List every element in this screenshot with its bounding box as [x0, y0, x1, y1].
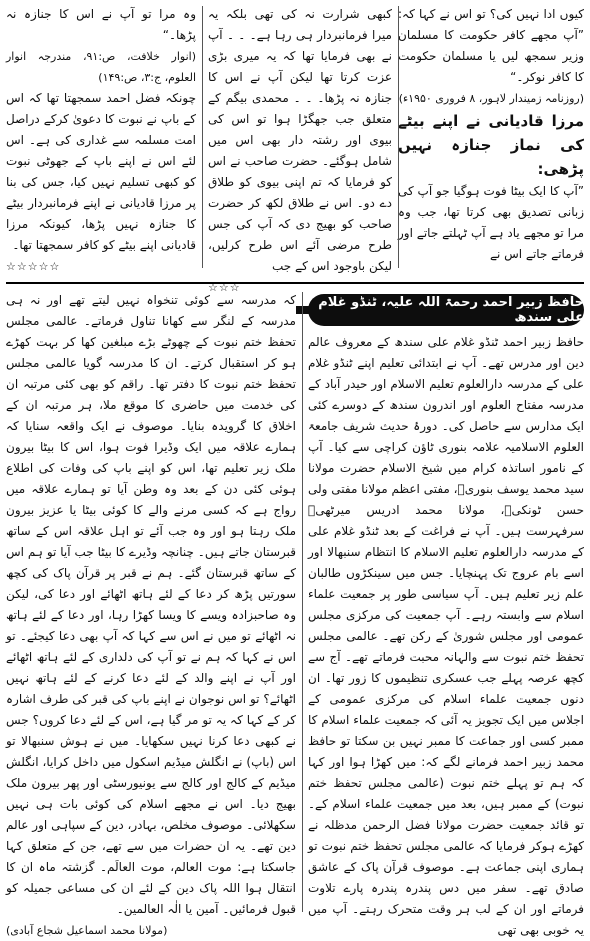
author-signature: (مولانا محمد اسماعیل شجاع آبادی)	[6, 924, 168, 937]
top-right-column	[398, 4, 584, 272]
section-divider	[6, 282, 584, 284]
right-paragraph-2: ”آپ کا ایک بیٹا فوت ہوگیا جو آپ کی زبانی تصدیق بھی کرتا تھا، جب وہ مرا تو مجھے یاد ہے آپ ٹہلتے جاتے اور فرماتے جاتے اس نے	[398, 184, 584, 261]
middle-stars: ☆☆☆	[208, 281, 241, 294]
right-paragraph-1: کیوں ادا نہیں کی؟ تو اس نے کہا کہ: ”آپ مجھے کافر حکومت کا مسلمان وزیر سمجھ لیں یا مسلمان حکومت کا کافر نوکر۔“	[398, 7, 584, 84]
obituary-title-banner	[308, 294, 584, 326]
obituary-column-divider	[302, 292, 303, 912]
top-left-column	[6, 4, 196, 272]
obituary-right-column	[308, 332, 584, 937]
column-divider-left	[202, 6, 203, 268]
obituary-right-text: حافظ زبیر احمد ٹنڈو غلام علی سندھ کے معروف عالم دین اور مدرس تھے۔ آپ نے ابتدائی تعلیم اپنے ٹنڈو غلام علی کے مدرسہ دارالعلوم تعلیم الاسلام اور حیدر آباد کے مدرسہ مفتاح العلوم اور اندرون سندھ کے دوسرے کئی ایک مدارس سے حاصل کی۔ دورۂ حدیث شریف جامعۃ العلوم الاسلامیہ علامہ بنوری ٹاؤن کراچی سے کیا۔ آپ کے نامور اساتذہ کرام میں شیخ الاسلام حضرت مولانا سید محمد یوسف بنوریؒ، مفتی اعظم مولانا مفتی ولی حسن ٹونکیؒ، مولانا محمد ادریس میرٹھیؒ سرفہرست ہیں۔ آپ نے فراغت کے بعد ٹنڈو غلام علی کے مدرسہ دارالعلوم تعلیم الاسلام کا انتظام سنبھالا اور اسے بام عروج تک پہنچایا۔ جس میں سینکڑوں طالبان علم زیر تعلیم ہیں۔ آپ سیاسی طور پر جمعیت علماء اسلام سے وابستہ رہے۔ آپ جمعیت کی مرکزی مجلس عمومی اور مجلس شوریٰ کے رکن تھے۔ عالمی مجلس تحفظ ختم نبوت سے والہانہ محبت فرماتے تھے۔ آج سے کچھ عرصہ پہلے جب عسکری تنظیموں کا زور تھا۔ ان دنوں جمعیت علماء اسلام کی مرکزی عمومی کے اجلاس میں ایک تجویز یہ آئی کہ جمعیت علماء اسلام کا ممبر کسی اور جماعت کا ممبر نہیں بن سکتا تو حافظ محمد زبیر احمد فرمانے لگے کہ: میں کھڑا ہوا اور کہا کہ ہم تو پہلے ختم نبوت (عالمی مجلس تحفظ ختم نبوت) کے ممبر ہیں، بعد میں جمعیت علماء اسلام کے۔ تو قائد جمعیت حضرت مولانا فضل الرحمن مدظلہ نے کھڑے ہوکر فرمایا کہ عالمی مجلس تحفظ ختم نبوت تو ہماری اپنی جماعت ہے۔ موصوف قرآن پاک کے عاشق صادق تھے۔ سفر میں دس پندرہ پندرہ پارے تلاوت فرماتے اور ان کے لب ہر وقت متحرک رہتے۔ آپ میں یہ خوبی بھی تھی	[308, 335, 584, 937]
left-citation: (انوار خلافت، ص:۹۱، مندرجہ انوار العلوم، ج:۳، ص:۱۴۹)	[6, 50, 196, 84]
left-paragraph-1: وہ مرا تو آپ نے اس کا جنازہ نہ پڑھا۔“	[6, 7, 196, 42]
top-middle-column	[208, 4, 392, 294]
obituary-title: حافظ زبیر احمد رحمۃ اللہ علیہ، ٹنڈو غلام علی سندھ	[318, 295, 584, 325]
column-divider-right	[398, 6, 399, 268]
right-citation: (روزنامہ زمیندار لاہور، ۸ فروری ۱۹۵۰ء)	[398, 92, 584, 105]
left-stars: ☆☆☆☆☆	[6, 260, 61, 273]
left-paragraph-2: چونکہ فضل احمد سمجھتا تھا کہ اس کے باپ نے نبوت کا دعویٰ کرکے دراصل امت مسلمہ سے غداری کی ہے۔ اس لئے اس نے اپنے باپ کے جھوٹی نبوت کو کبھی تسلیم نہیں کیا، جس کی بنا پر مرزا قادیانی نے اپنے فرمانبردار بیٹے کا جنازہ نہیں پڑھا، کیونکہ مرزا قادیانی اپنے بیٹے کو کافر سمجھتا تھا۔	[6, 91, 196, 252]
middle-paragraph: کبھی شرارت نہ کی تھی بلکہ یہ میرا فرمانبردار ہی رہا ہے۔ ۔ ۔ آپ نے بھی فرمایا تھا کہ یہ میری بڑی عزت کرتا تھا لیکن آپ نے اس کا جنازہ نہ پڑھا۔ ۔ ۔ محمدی بیگم کے متعلق جب جھگڑا ہوا تو اس کی بیوی اور رشتہ دار بھی اس میں شامل ہوگئے۔ حضرت صاحب نے اس کو فرمایا کہ تم اپنی بیوی کو طلاق دے دو۔ اس نے طلاق لکھ کر حضرت صاحب کو بھیج دی کہ آپ کی جس طرح مرضی آئے اس طرح کرلیں، لیکن باوجود اس کے جب	[208, 7, 392, 273]
section-heading: مرزا قادیانی نے اپنے بیٹے کی نماز جنازہ نہیں پڑھی:	[398, 112, 584, 178]
obituary-left-text: کہ مدرسہ سے کوئی تنخواہ نہیں لیتے تھے اور نہ ہی مدرسہ کے لنگر سے کھانا تناول فرماتے۔ عالمی مجلس تحفظ ختم نبوت کے چھوٹے بڑے مبلغین کھا کر بہت کھڑے ہو کر استقبال کرتے۔ ان کا مدرسہ گویا عالمی مجلس تحفظ ختم نبوت کا دفتر تھا۔ راقم کو بھی کئی مرتبہ ان کی خدمت میں حاضری کا موقع ملا، ہر مرتبہ ان کے اخلاق کا گرویدہ بنایا۔ موصوف نے ایک واقعہ سنایا کہ ہمارے علاقہ میں ایک وڈیرا فوت ہوا، اس کا بیٹا بیرون ملک زیر تعلیم تھا، اس کو اپنے باپ کی وفات کی اطلاع ہوئی کئی دن کے بعد وہ وطن آیا تو ہمارے علاقہ میں رواج ہے کہ کسی مرنے والے کا کوئی بیٹا یا عزیز بیرون ملک رہتا ہو اور وہ جب آئے تو اہل علاقہ اس کے ساتھ قبرستان جاتے ہیں۔ چنانچہ وڈیرے کا بیٹا جب آیا تو ہم اس کے ساتھ قبرستان گئے۔ ہم نے قبر پر قرآن پاک کی کچھ سورتیں پڑھ کر دعا کے لئے ہاتھ اٹھائے اور دعا کی، لیکن وہ صاحبزادہ ویسے کا ویسا کھڑا رہا، اور دعا کے لئے ہاتھ نہ اٹھائے تو میں نے اس سے کہا کہ آپ بھی دعا کیجئے۔ تو اس نے کہا کہ ہم نے تو آپ کی دلداری کے لئے ہاتھ اٹھائے اور آپ نے اپنے والد کے لئے دعا کرنے کے لئے ہاتھ نہیں اٹھائے؟ تو اس نوجوان نے اپنے باپ کی قبر کی طرف اشارہ کر کے کہا کہ یہ تو مر گیا ہے، اس کے لئے دعا کروں؟ جس نے کبھی دعا کرنا نہیں سکھایا۔ میں نے ہوش سنبھالا تو اس (باپ) نے انگلش میڈیم اسکول میں داخل کرایا، انگلش میڈیم کے کالج اور کالج سے یونیورسٹی اور پھر بیرون ملک بھیج دیا۔ اس نے مجھے اسلام کی کوئی بات ہی نہیں سکھلائی۔ موصوف مخلص، بہادر، دین کے سپاہی اور عالم دین تھے۔ یہ ان حضرات میں سے تھے، جن کے متعلق کہا جاسکتا ہے: موت العالم، موت العالَم۔ گزشتہ ماہ ان کا انتقال ہوا اللہ پاک دین کے لئے ان کی مساعی جمیلہ کو قبول فرمائیں۔ آمین یا الٰہ العالمین۔	[6, 293, 296, 916]
obituary-left-column	[6, 290, 296, 937]
